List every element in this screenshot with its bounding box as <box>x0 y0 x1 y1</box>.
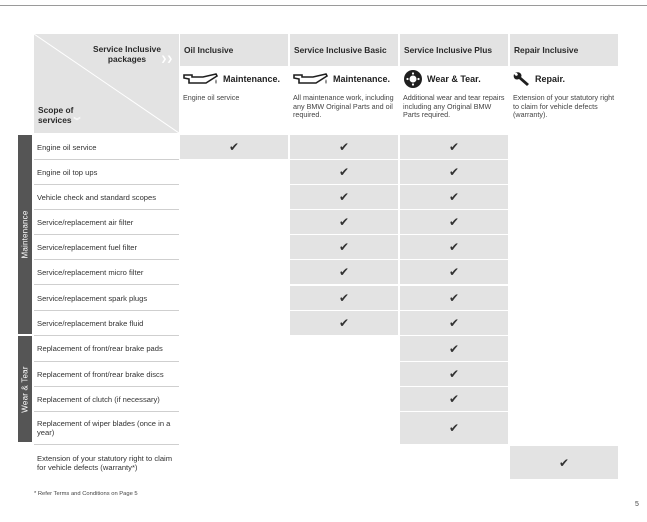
row-label: Engine oil top ups <box>37 167 98 177</box>
row-label: Service/replacement brake fluid <box>37 318 144 328</box>
checkmark-icon: ✔ <box>338 190 350 204</box>
included-cell <box>290 185 398 209</box>
column-header-3: Repair Inclusive <box>510 34 618 66</box>
row-label: Service/replacement fuel filter <box>37 242 138 252</box>
checkmark-icon: ✔ <box>448 215 460 229</box>
checkmark-icon: ✔ <box>448 240 460 254</box>
row-label: Vehicle check and standard scopes <box>37 192 157 202</box>
checkmark-icon: ✔ <box>338 240 350 254</box>
group-label-0 <box>18 135 32 334</box>
column-header-0: Oil Inclusive <box>180 34 288 66</box>
included-cell <box>400 135 508 159</box>
row-label: Replacement of front/rear brake discs <box>37 369 164 379</box>
package-badge <box>403 72 481 86</box>
included-cell <box>400 185 508 209</box>
checkmark-icon: ✔ <box>448 367 460 381</box>
badge-label: Maintenance. <box>333 74 391 84</box>
included-cell <box>400 235 508 259</box>
included-cell <box>290 286 398 310</box>
checkmark-icon: ✔ <box>448 291 460 305</box>
brake-disc-icon <box>403 69 423 89</box>
wrench-icon <box>513 71 531 87</box>
row-label: Service/replacement micro filter <box>37 267 144 277</box>
included-cell <box>400 336 508 361</box>
package-badge <box>293 72 390 86</box>
packages-label: Service Inclusive packages <box>93 44 161 64</box>
scope-label-text: Scope of services <box>38 105 74 125</box>
included-cell <box>290 311 398 335</box>
included-cell <box>400 286 508 310</box>
column-description-1 <box>290 66 398 133</box>
top-rule <box>0 5 647 6</box>
included-cell <box>400 412 508 444</box>
row-divider <box>34 444 179 445</box>
group-label-text: Wear & Tear <box>20 365 30 413</box>
checkmark-icon: ✔ <box>448 341 460 356</box>
group-label-1 <box>18 336 32 442</box>
column-description-3 <box>510 66 618 133</box>
included-cell <box>400 260 508 284</box>
scope-label <box>38 105 108 127</box>
row-label: Replacement of front/rear brake pads <box>37 344 163 353</box>
package-description: Additional wear and tear repairs including any Original BMW Parts required. <box>403 93 505 120</box>
checkmark-icon: ✔ <box>338 316 350 330</box>
included-cell <box>400 160 508 184</box>
checkmark-icon: ✔ <box>228 140 240 154</box>
checkmark-icon: ✔ <box>448 316 460 330</box>
included-cell <box>290 210 398 234</box>
included-cell <box>180 135 288 159</box>
checkmark-icon: ✔ <box>338 291 350 305</box>
footnote: * Refer Terms and Conditions on Page 5 <box>34 491 138 497</box>
arrow-right-icon: ❯❯ <box>161 56 173 63</box>
included-cell <box>290 160 398 184</box>
included-cell <box>510 446 618 479</box>
checkmark-icon: ✔ <box>338 165 350 179</box>
row-divider <box>34 284 179 285</box>
included-cell <box>400 210 508 234</box>
included-cell <box>400 311 508 335</box>
checkmark-icon: ✔ <box>558 455 570 470</box>
package-description: All maintenance work, including any BMW Original Parts and oil required. <box>293 93 394 120</box>
row-label: Replacement of clutch (if necessary) <box>37 394 160 404</box>
package-description: Extension of your statutory right to claim for vehicle defects (warranty). <box>513 93 615 120</box>
checkmark-icon: ✔ <box>338 140 350 154</box>
row-label: Engine oil service <box>37 142 97 152</box>
checkmark-icon: ✔ <box>448 265 460 279</box>
page-number: 5 <box>635 501 639 508</box>
checkmark-icon: ✔ <box>448 392 460 406</box>
checkmark-icon: ✔ <box>448 190 460 204</box>
column-description-0 <box>180 66 288 133</box>
badge-label: Maintenance. <box>223 74 281 84</box>
checkmark-icon: ✔ <box>448 165 460 179</box>
column-description-2 <box>400 66 508 133</box>
badge-label: Wear & Tear. <box>427 74 481 84</box>
checkmark-icon: ✔ <box>338 265 350 279</box>
package-description: Engine oil service <box>183 93 240 102</box>
row-label: Service/replacement air filter <box>37 217 134 227</box>
checkmark-icon: ✔ <box>338 215 350 229</box>
column-header-2: Service Inclusive Plus <box>400 34 508 66</box>
included-cell <box>400 362 508 386</box>
included-cell <box>290 135 398 159</box>
package-badge <box>183 72 280 86</box>
oil-can-icon <box>183 72 219 86</box>
checkmark-icon: ✔ <box>448 140 460 154</box>
header-corner-cell <box>34 34 179 133</box>
column-header-1: Service Inclusive Basic <box>290 34 398 66</box>
row-label: Replacement of wiper blades (once in a year) <box>37 419 171 437</box>
badge-label: Repair. <box>535 74 566 84</box>
row-label: Extension of your statutory right to claim for vehicle defects (warranty*) <box>37 453 173 472</box>
included-cell <box>290 260 398 284</box>
included-cell <box>290 235 398 259</box>
group-label-text: Maintenance <box>20 210 30 259</box>
included-cell <box>400 387 508 411</box>
oil-can-icon <box>293 72 329 86</box>
package-badge <box>513 72 565 86</box>
checkmark-icon: ✔ <box>448 421 460 435</box>
arrow-down-icon: ︾ <box>73 118 81 125</box>
row-label: Service/replacement spark plugs <box>37 293 148 303</box>
